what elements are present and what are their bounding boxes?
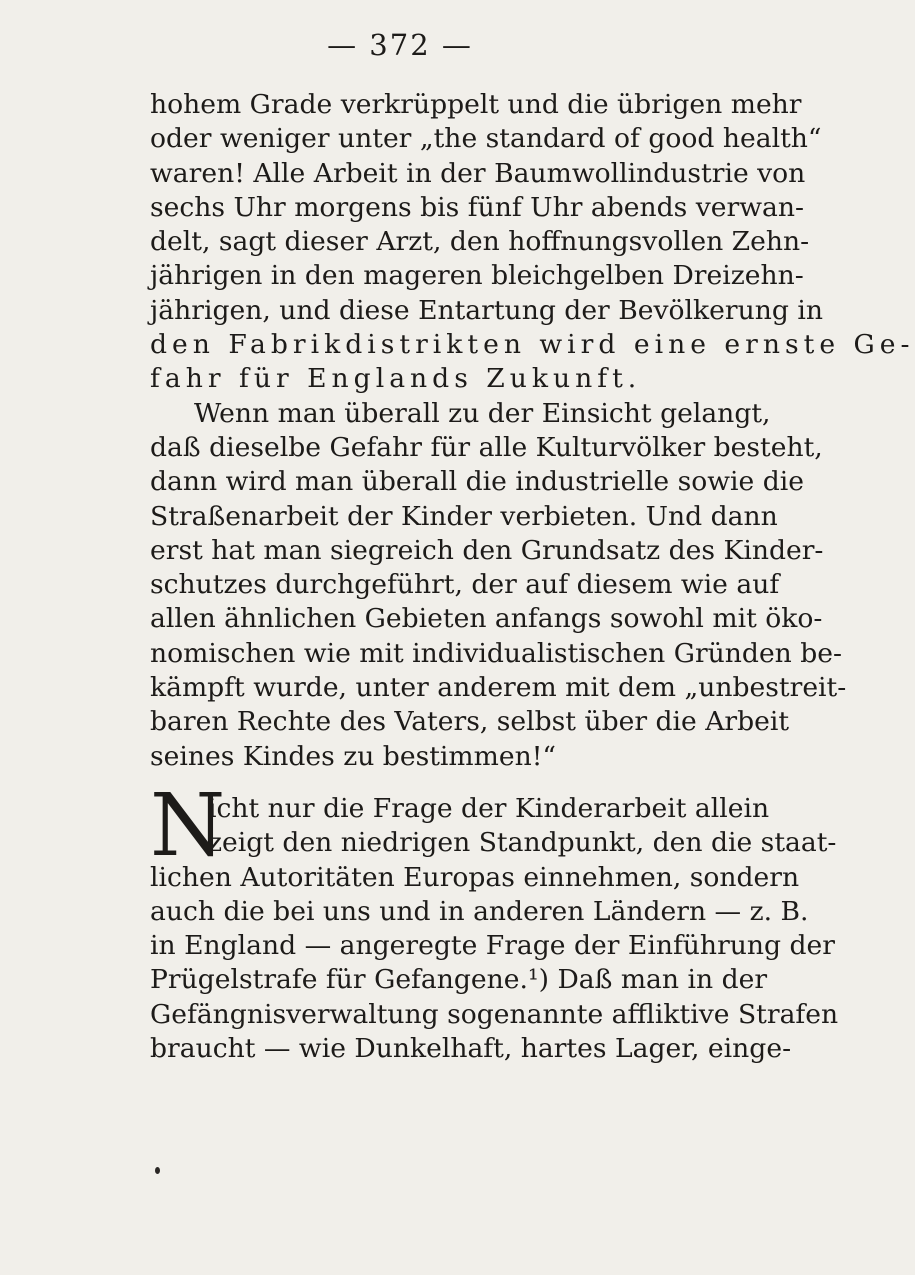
text-line: kämpft wurde, unter anderem mit dem „unbestreit- [150,672,847,704]
text-line-emphasis: den Fabrikdistrikten wird eine ernste Ge- [150,329,915,361]
text-line-emphasis: fahr für Englands Zukunft. [150,363,642,395]
text-line: Prügelstrafe für Gefangene.¹) Daß man in der [150,964,768,996]
text-line: nomischen wie mit individualistischen Gründen be- [150,637,843,669]
text-line: baren Rechte des Vaters, selbst über die Arbeit [150,706,790,738]
text-line: braucht — wie Dunkelhaft, hartes Lager, einge- [150,1033,792,1065]
text-line: jährigen, und diese Entartung der Bevölkerung in [150,294,823,326]
text-line: daß dieselbe Gefahr für alle Kulturvölker besteht, [150,431,823,463]
text-line: sechs Uhr morgens bis fünf Uhr abends verwan- [150,191,804,223]
text-line: waren! Alle Arbeit in der Baumwollindustrie von [150,157,806,189]
text-line: erst hat man siegreich den Grundsatz des Kinder- [150,534,824,566]
text-line: Gefängnisverwaltung sogenannte affliktive Strafen [150,998,839,1030]
text-line: dann wird man überall die industrielle sowie die [150,466,805,498]
text-line: Wenn man überall zu der Einsicht gelangt, [194,397,771,429]
text-line: auch die bei uns und in anderen Ländern — z. B. [150,895,809,927]
text-block-top [150,88,915,774]
text-line: zeigt den niedrigen Standpunkt, den die staat- [208,827,837,859]
text-line: oder weniger unter „the standard of good health“ [150,123,822,155]
text-line: in England — angeregte Frage der Einführung der [150,930,835,962]
text-line: delt, sagt dieser Arzt, den hoffnungsvollen Zehn- [150,226,810,258]
drop-cap: N [150,776,226,876]
ink-speck [155,1167,160,1174]
text-line: Straßenarbeit der Kinder verbieten. Und dann [150,500,778,532]
text-line: jährigen in den mageren bleichgelben Dreizehn- [150,260,804,292]
text-line: hohem Grade verkrüppelt und die übrigen mehr [150,89,802,120]
text-line: allen ähnlichen Gebieten anfangs sowohl mit öko- [150,603,823,635]
text-line: schutzes durchgeführt, der auf diesem wie auf [150,569,780,601]
page-number: — 372 — [327,28,473,62]
text-line: seines Kindes zu bestimmen!“ [150,740,556,772]
text-block-section [150,776,839,1066]
text-line: lichen Autoritäten Europas einnehmen, sondern [150,861,800,893]
text-line: icht nur die Frage der Kinderarbeit allein [208,793,770,824]
